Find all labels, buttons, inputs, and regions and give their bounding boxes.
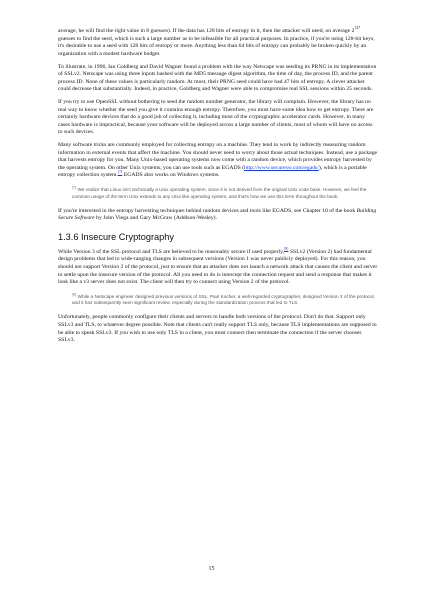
footnote-mark: [7] <box>72 185 77 190</box>
superscript-exponent: 127 <box>354 26 361 31</box>
text-run: Many software tricks are commonly employed for collecting entropy on a machine. They tend to work by indirectly measuring random information in external events that affect the machine. You should never need to worry about those actual techniques. Instead, use a package that harvests entropy for you. Many Unix-based operating systems now come with a random device, which provides entropy harvested by the operating system. On other Unix systems, you can use tools such as EGADS ( <box>58 142 378 171</box>
paragraph-entropy-guesses <box>58 28 378 58</box>
text-run: While Version 3 of the SSL protocol and TLS are believed to be reasonably secure if used properly, <box>58 248 285 255</box>
egads-link[interactable]: http://www.securesw.com/egads/ <box>244 164 319 171</box>
paragraph-software-tricks <box>58 142 378 180</box>
page-number: 15 <box>208 566 215 572</box>
paragraph-netscape-prng: To illustrate, in 1996, Ian Goldberg and David Wagner found a problem with the way Netscape was seeding its PRNG in its implementation of SSLv2. Netscape was using three inputs hashed with the MD5 message digest algorithm, the time of day, the process ID, and the parent process ID. None of these values is particularly random. At most, their PRNG seed could have had 47 bits of entropy. A clever attacker could decrease that substantially. Indeed, in practice, Goldberg and Wagner were able to compromise real SSL sessions within 25 seconds. <box>58 63 377 93</box>
footnote-8 <box>58 292 378 308</box>
section-heading: 1.3.6 Insecure Cryptography <box>58 231 174 242</box>
text-run: SSLv2 (Version 2) had fundamental design problems that led to wide-ranging changes in subsequent versions (Version 1 was never publicly deployed). For this reason, you should not support Version 2 of the protocol, just to ensure that an attacker does not launch a network attack that causes the client and server to settle upon the insecure version of the protocol. All you need to do is intercept the connection request and send a response that makes it look like a v3 server does not exist. The client will then try to connect using Version 2 of the protocol. <box>58 248 378 286</box>
text-run: ), which is a portable entropy collection system. <box>58 164 367 179</box>
paragraph-openssl-seed: If you try to use OpenSSL without bothering to seed the random number generator, the library will complain. However, the library has no real way to know whether the seed you give it contains enough entropy. Therefore, you must have some idea how to get entropy. There are certainly hardware devices that do a good job of collecting it, including most of the cryptographic accelerator cards. However, in many cases hardware is impractical, because your software will be deployed across a large number of clients, most of whom will have no access to such devices. <box>58 99 374 136</box>
paragraph-ssl-versions <box>58 249 378 287</box>
footnote-text: While a Netscape engineer designed previous versions of SSL, Paul Kocher, a well-regarded cryptographer, designed Version 3 of the protocol, and it has subsequently seen significant review, especially during the standardization process that led to TLS. <box>72 294 375 306</box>
page-content <box>58 28 378 350</box>
paragraph-further-reading <box>58 208 378 223</box>
footnote-ref-7[interactable]: [7] <box>117 170 123 175</box>
footnote-mark: [8] <box>72 292 77 297</box>
footnote-7 <box>58 185 378 201</box>
text-run: average, he will find the right value in 8 guesses). If the data has 128 bits of entropy in it, then the attacker will need, on average 2 <box>58 28 355 34</box>
footnote-ref-8[interactable]: [8] <box>284 247 289 252</box>
book-title: Building Secure Software <box>58 207 377 222</box>
text-run: EGADS also works on Windows systems. <box>122 172 220 179</box>
footnote-text: We realize that Linux isn't technically a Unix operating system, since it is not derived from the original Unix code base. However, we feel the common usage of the term Unix extends to any Unix like operating system, and that's how we use this term throughout the book. <box>72 187 367 199</box>
text-run: guesses to find the seed, which is such a large number as to be infeasible for all practical purposes. In practice, if you're using 128-bit keys, it's desirable to use a seed with 128 bits of entropy or more. Anything less than 64 bits of entropy can probably be broken quickly by an organization with a modest hardware budget. <box>58 35 375 57</box>
text-run: by John Viega and Gary McGraw (Addison-Wesley). <box>94 215 217 222</box>
paragraph-configure-versions: Unfortunately, people commonly configure their clients and servers to handle both versions of the protocol. Don't do that. Support only SSLv3 and TLS, to whatever degree possible. Note that clients can't really support TLS only, because TLS implementations are supposed to be able to speak SSLv3. If you wish to use only TLS in a client, you must connect then terminate the connection if the server chooses SSLv3. <box>58 314 377 344</box>
text-run: If you're interested in the entropy harvesting techniques behind random devices and tools like EGADS, see Chapter 10 of the book <box>58 207 357 214</box>
